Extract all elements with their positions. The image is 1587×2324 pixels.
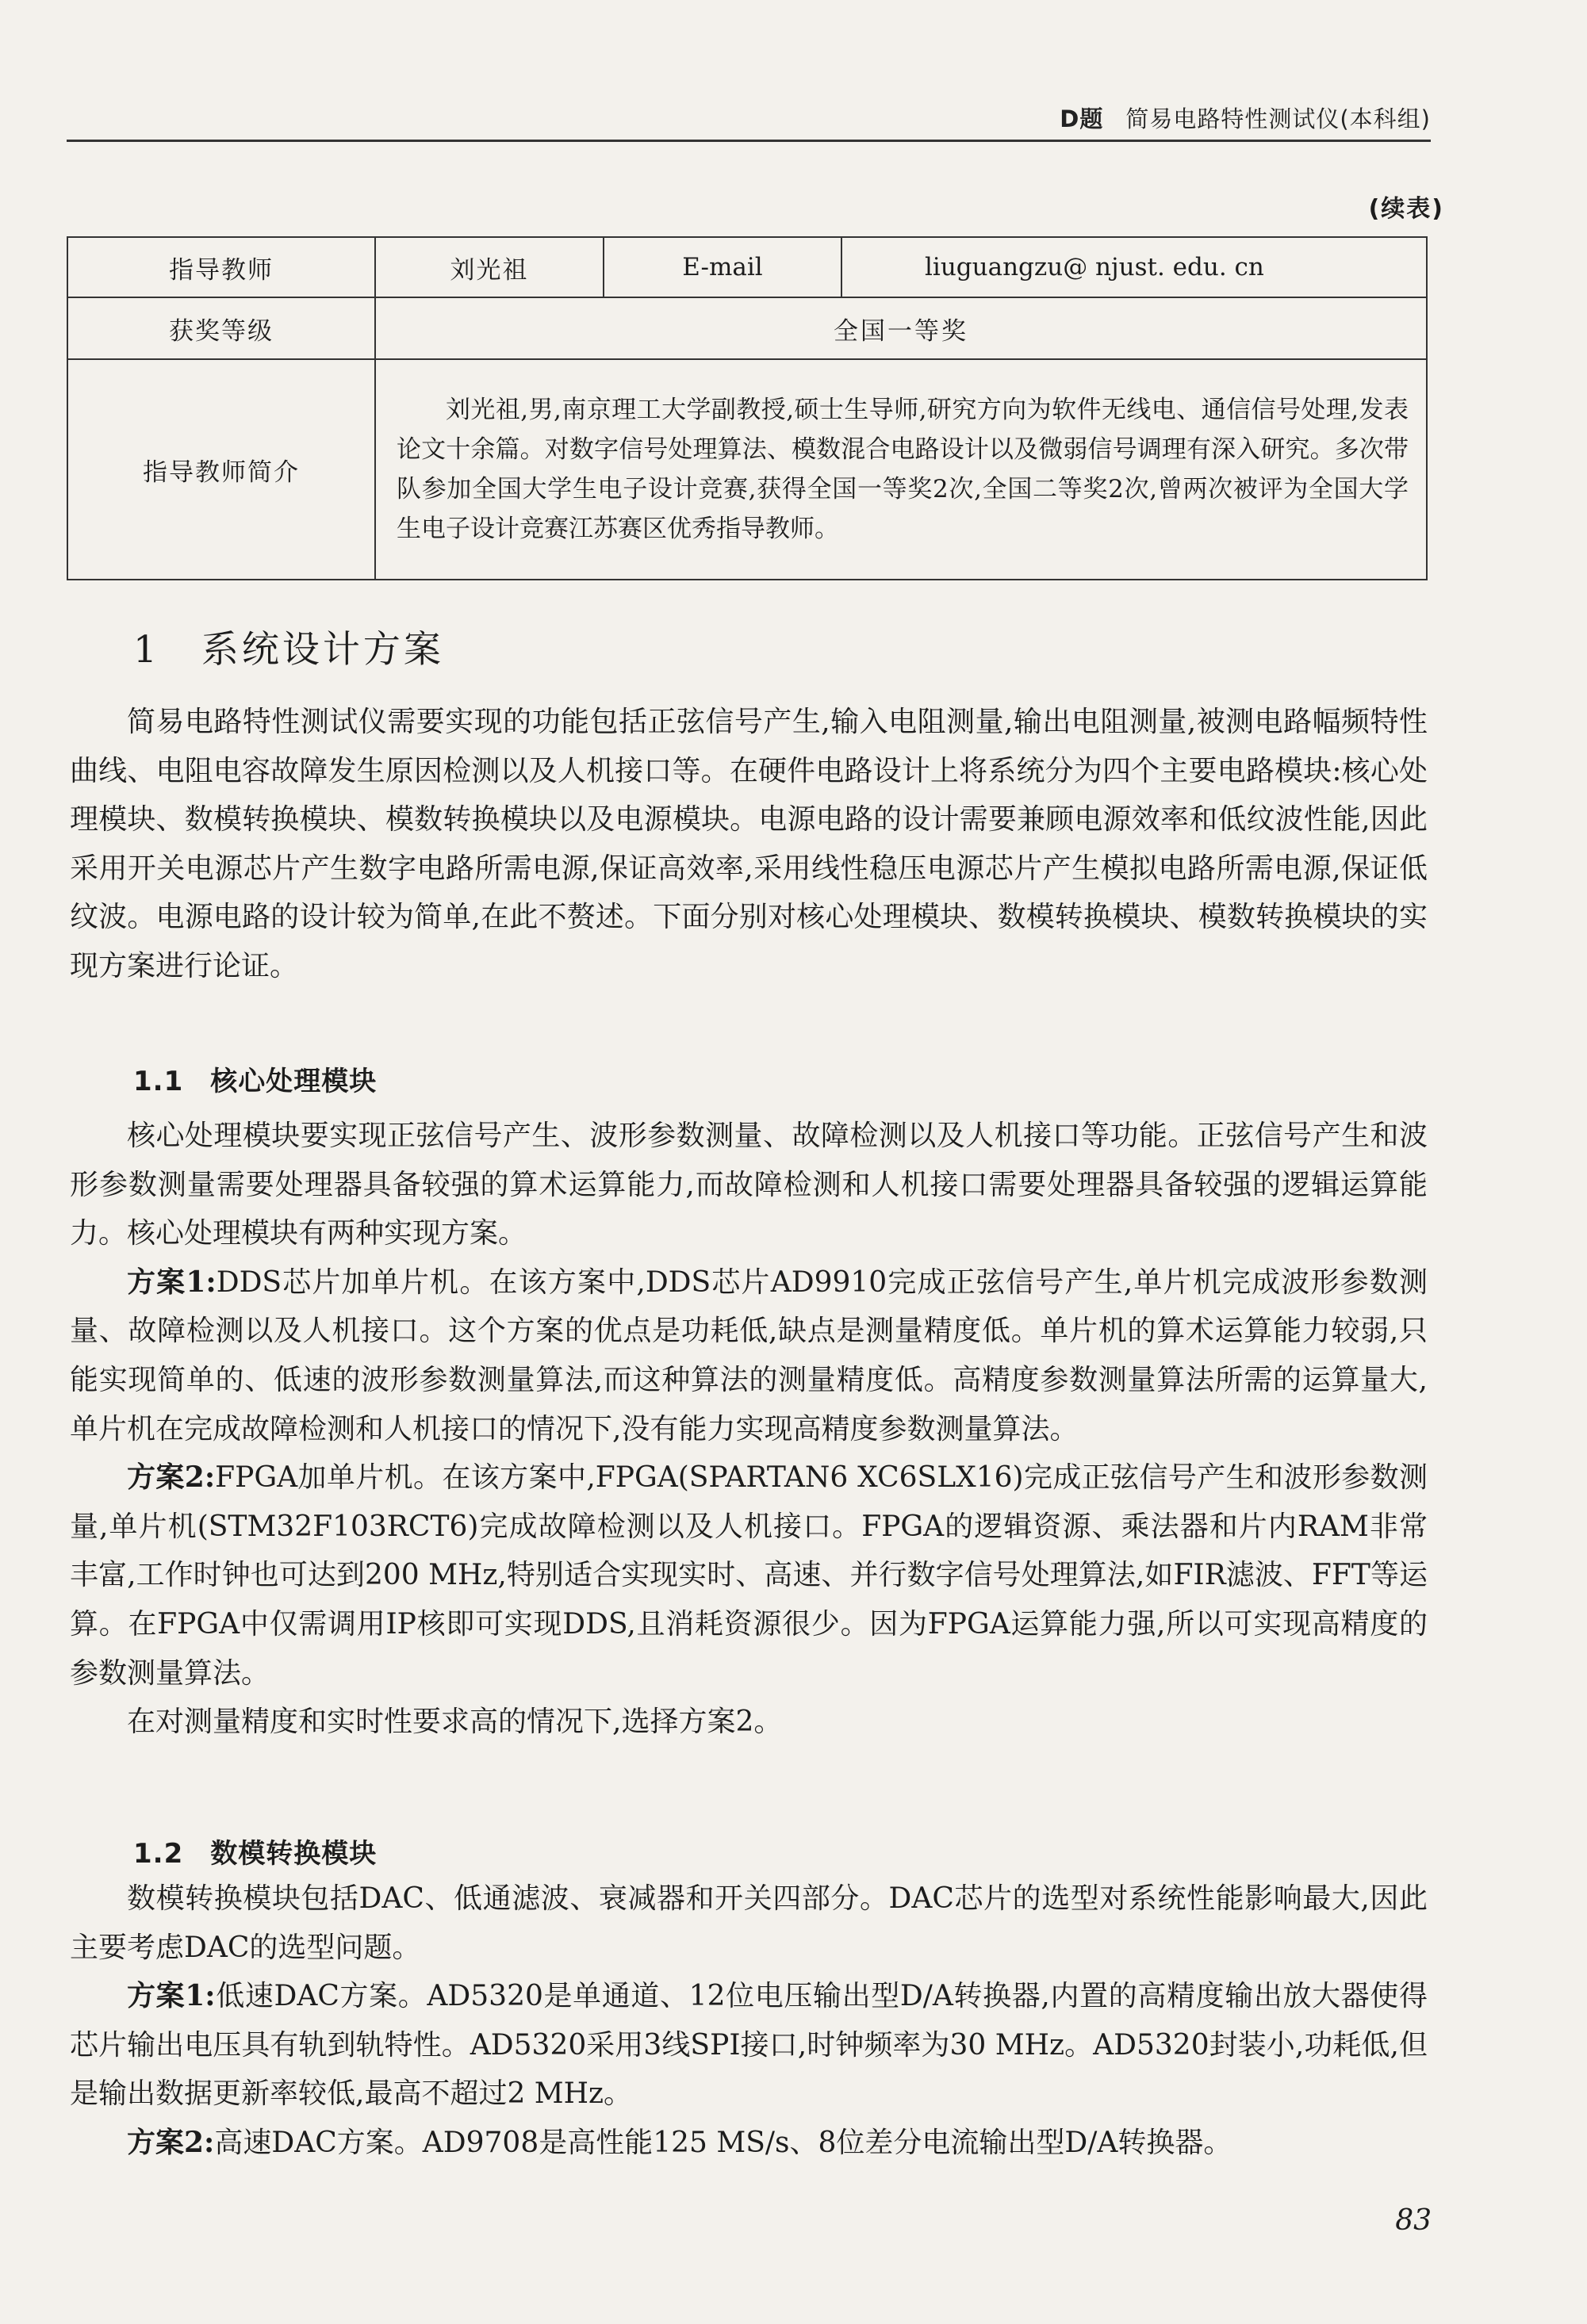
scheme-label: 方案2: <box>127 2125 215 2159</box>
advisor-label: 指导教师 <box>67 237 375 297</box>
table-row <box>67 297 1427 359</box>
subsection-title: 数模转换模块 <box>210 1838 378 1870</box>
advisor-bio-cell <box>375 359 1427 580</box>
dac-module-text <box>70 1874 1428 2168</box>
subsection-heading-1-1 <box>133 1059 377 1098</box>
advisor-bio-label: 指导教师简介 <box>67 359 375 580</box>
scheme-label: 方案2: <box>127 1461 216 1495</box>
scheme-text: FPGA加单片机。在该方案中,FPGA(SPARTAN6 XC6SLX16)完成正弦信号产生和波形参数测量,单片机(STM32F103RCT6)完成故障检测以及人机接口。FPGA的逻辑资源、乘法器和片内RAM非常丰富,工作时钟也可达到200 MHz,特别适合实现实时、高速、并行数字信号处理算法,如FIR滤波、FFT等运算。在FPGA中仅需调用IP核即可实现DDS,且消耗资源很少。因为FPGA运算能力强,所以可实现高精度的参数测量算法。 <box>70 1461 1428 1690</box>
table-continued-label: (续表) <box>1368 195 1444 223</box>
email-label: E-mail <box>604 237 841 297</box>
header-title: 简易电路特性测试仪(本科组) <box>1125 105 1431 132</box>
header-section: D题 <box>1060 105 1104 132</box>
award-label: 获奖等级 <box>67 297 375 359</box>
core-scheme-2 <box>70 1453 1428 1698</box>
running-header <box>67 101 1431 134</box>
table-row <box>67 237 1427 297</box>
dac-module-intro: 数模转换模块包括DAC、低通滤波、衰减器和开关四部分。DAC芯片的选型对系统性能影响最大,因此主要考虑DAC的选型问题。 <box>70 1882 1428 1964</box>
core-conclusion: 在对测量精度和实时性要求高的情况下,选择方案2。 <box>127 1706 783 1739</box>
dac-scheme-1 <box>70 1972 1428 2119</box>
subsection-title: 核心处理模块 <box>210 1066 378 1097</box>
scheme-label: 方案1: <box>127 1979 216 2013</box>
intro-paragraph: 简易电路特性测试仪需要实现的功能包括正弦信号产生,输入电阻测量,输出电阻测量,被测电路幅频特性曲线、电阻电容故障发生原因检测以及人机接口等。在硬件电路设计上将系统分为四个主要电路模块:核心处理模块、数模转换模块、模数转换模块以及电源模块。电源电路的设计需要兼顾电源效率和低纹波性能,因此采用开关电源芯片产生数字电路所需电源,保证高效率,采用线性稳压电源芯片产生模拟电路所需电源,保证低纹波。电源电路的设计较为简单,在此不赘述。下面分别对核心处理模块、数模转换模块、模数转换模块的实现方案进行论证。 <box>70 706 1428 982</box>
award-value: 全国一等奖 <box>375 297 1427 359</box>
scheme-text: 高速DAC方案。AD9708是高性能125 MS/s、8位差分电流输出型D/A转换器。 <box>214 2126 1232 2159</box>
section-title: 系统设计方案 <box>201 628 444 672</box>
subsection-number: 1.1 <box>133 1066 184 1097</box>
header-rule <box>67 140 1431 142</box>
intro-paragraph-block <box>70 698 1428 991</box>
advisor-name: 刘光祖 <box>375 237 604 297</box>
core-scheme-1 <box>70 1258 1428 1453</box>
dac-scheme-2 <box>70 2119 1428 2168</box>
section-heading <box>133 620 444 673</box>
core-module-text <box>70 1112 1428 1747</box>
advisor-email: liuguangzu@ njust. edu. cn <box>841 237 1427 297</box>
page-number: 83 <box>1395 2204 1432 2237</box>
subsection-number: 1.2 <box>133 1838 184 1870</box>
core-module-intro: 核心处理模块要实现正弦信号产生、波形参数测量、故障检测以及人机接口等功能。正弦信号产生和波形参数测量需要处理器具备较强的算术运算能力,而故障检测和人机接口需要处理器具备较强的逻辑运算能力。核心处理模块有两种实现方案。 <box>70 1120 1428 1250</box>
scheme-text: DDS芯片加单片机。在该方案中,DDS芯片AD9910完成正弦信号产生,单片机完成波形参数测量、故障检测以及人机接口。这个方案的优点是功耗低,缺点是测量精度低。单片机的算术运算能力较弱,只能实现简单的、低速的波形参数测量算法,而这种算法的测量精度低。高精度参数测量算法所需的运算量大,单片机在完成故障检测和人机接口的情况下,没有能力实现高精度参数测量算法。 <box>70 1265 1428 1445</box>
table-row <box>67 359 1427 580</box>
section-number: 1 <box>133 628 160 672</box>
advisor-info-table <box>67 236 1428 580</box>
subsection-heading-1-2 <box>133 1832 377 1870</box>
scheme-text: 低速DAC方案。AD5320是单通道、12位电压输出型D/A转换器,内置的高精度输出放大器使得芯片输出电压具有轨到轨特性。AD5320采用3线SPI接口,时钟频率为30 MHz。AD5320封装小,功耗低,但是输出数据更新率较低,最高不超过2 MHz。 <box>70 1980 1428 2111</box>
advisor-bio-text: 刘光祖,男,南京理工大学副教授,硕士生导师,研究方向为软件无线电、通信信号处理,发表论文十余篇。对数字信号处理算法、模数混合电路设计以及微弱信号调理有深入研究。多次带队参加全国大学生电子设计竞赛,获得全国一等奖2次,全国二等奖2次,曾两次被评为全国大学生电子设计竞赛江苏赛区优秀指导教师。 <box>397 396 1409 543</box>
scheme-label: 方案1: <box>127 1265 217 1299</box>
